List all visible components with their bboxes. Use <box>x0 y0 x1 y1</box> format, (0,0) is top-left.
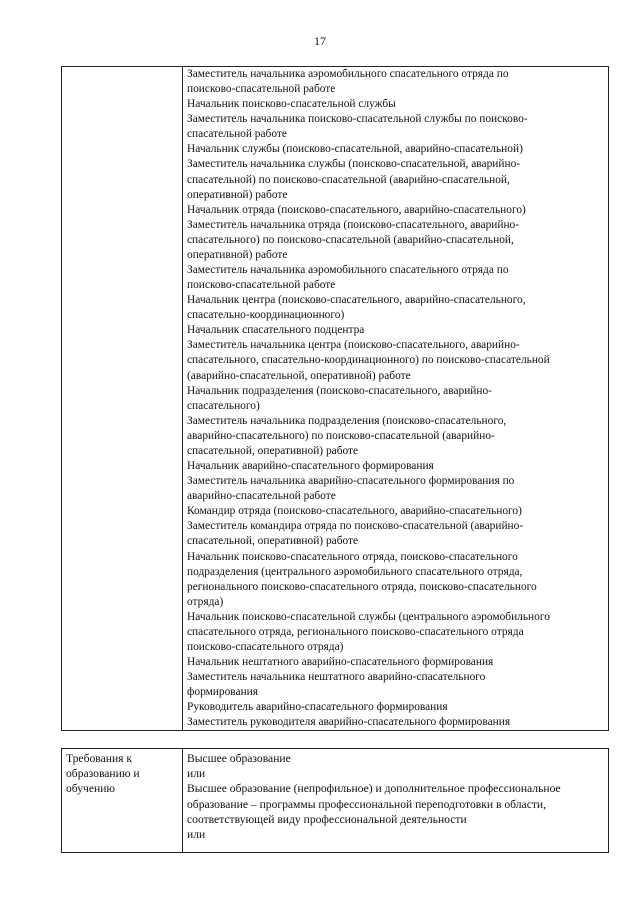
education-label-line: Требования к <box>66 752 133 765</box>
position-line: поисково-спасательного отряда) <box>187 640 344 653</box>
education-line: Высшее образование (непрофильное) и дополнительное профессиональное <box>187 782 561 796</box>
position-line: оперативной) работе <box>187 248 288 261</box>
position-line: Заместитель начальника отряда (поисково-спасательного, аварийно- <box>187 218 520 231</box>
position-line: регионального поисково-спасательного отряда, поисково-спасательного <box>187 580 537 593</box>
education-requirements-table <box>61 748 609 853</box>
position-line: спасательного отряда, регионального поисково-спасательного отряда <box>187 625 524 638</box>
position-line: спасательного, спасательно-координационного) по поисково-спасательной <box>187 354 550 367</box>
education-line: или <box>187 767 206 781</box>
position-line: поисково-спасательной работе <box>187 279 336 292</box>
position-line: спасательного) <box>187 399 260 412</box>
position-line: (аварийно-спасательной, оперативной) работе <box>187 369 411 382</box>
positions-list-cell <box>183 67 609 731</box>
position-line: Начальник нештатного аварийно-спасательного формирования <box>187 656 494 669</box>
position-line: спасательно-координационного) <box>187 309 345 322</box>
position-line: спасательной работе <box>187 128 287 141</box>
positions-row <box>62 67 609 731</box>
position-line: аварийно-спасательной работе <box>187 490 336 503</box>
education-line: Высшее образование <box>187 752 291 765</box>
education-content-cell <box>183 749 609 853</box>
position-line: спасательной, оперативной) работе <box>187 535 359 548</box>
position-line: оперативной) работе <box>187 188 288 201</box>
position-line: спасательной) по поисково-спасательной (аварийно-спасательной, <box>187 173 510 186</box>
positions-label-cell <box>62 67 183 731</box>
position-line: Заместитель начальника подразделения (поисково-спасательного, <box>187 414 507 427</box>
position-line: Заместитель начальника поисково-спасательной службы по поисково- <box>187 113 528 126</box>
page-number: 17 <box>314 34 326 48</box>
position-line: Руководитель аварийно-спасательного формирования <box>187 701 448 714</box>
position-line: Начальник подразделения (поисково-спасательного, аварийно- <box>187 384 492 397</box>
position-line: Заместитель начальника службы (поисково-спасательной, аварийно- <box>187 158 521 171</box>
position-line: Начальник службы (поисково-спасательной, аварийно-спасательной) <box>187 143 523 156</box>
position-line: аварийно-спасательного) по поисково-спасательной (аварийно- <box>187 429 495 442</box>
position-line: Начальник отряда (поисково-спасательного, аварийно-спасательного) <box>187 203 526 216</box>
education-label-line: обучению <box>66 782 116 795</box>
position-line: отряда) <box>187 595 224 608</box>
position-line: Заместитель начальника центра (поисково-спасательного, аварийно- <box>187 339 520 352</box>
position-line: Начальник поисково-спасательного отряда, поисково-спасательного <box>187 550 518 563</box>
education-line: или <box>187 828 206 842</box>
education-line: соответствующей виду профессиональной деятельности <box>187 812 467 826</box>
position-line: Заместитель начальника аэромобильного спасательного отряда по <box>187 264 509 277</box>
position-line: Начальник поисково-спасательной службы (центрального аэромобильного <box>187 610 550 623</box>
position-line: формирования <box>187 686 259 699</box>
education-label-line: образованию и <box>66 767 140 780</box>
position-line: Начальник аварийно-спасательного формирования <box>187 460 434 473</box>
position-line: Заместитель руководителя аварийно-спасательного формирования <box>187 716 511 729</box>
education-row <box>62 749 609 853</box>
position-line: Заместитель начальника аэромобильного спасательного отряда по <box>187 68 509 80</box>
position-line: поисково-спасательной работе <box>187 83 336 96</box>
position-line: Начальник поисково-спасательной службы <box>187 98 396 111</box>
position-line: Заместитель командира отряда по поисково-спасательной (аварийно- <box>187 520 524 533</box>
education-line: образование – программы профессиональной переподготовки в области, <box>187 797 547 811</box>
education-label-cell <box>62 749 183 853</box>
position-line: Командир отряда (поисково-спасательного, аварийно-спасательного) <box>187 505 522 518</box>
position-line: Начальник спасательного подцентра <box>187 324 365 337</box>
position-line: Начальник центра (поисково-спасательного, аварийно-спасательного, <box>187 294 526 307</box>
position-line: спасательной, оперативной) работе <box>187 444 359 457</box>
positions-table <box>61 66 609 731</box>
position-line: Заместитель начальника нештатного аварийно-спасательного <box>187 671 486 684</box>
position-line: спасательного) по поисково-спасательной (аварийно-спасательной, <box>187 233 514 246</box>
position-line: подразделения (центрального аэромобильного спасательного отряда, <box>187 565 523 578</box>
position-line: Заместитель начальника аварийно-спасательного формирования по <box>187 475 515 488</box>
